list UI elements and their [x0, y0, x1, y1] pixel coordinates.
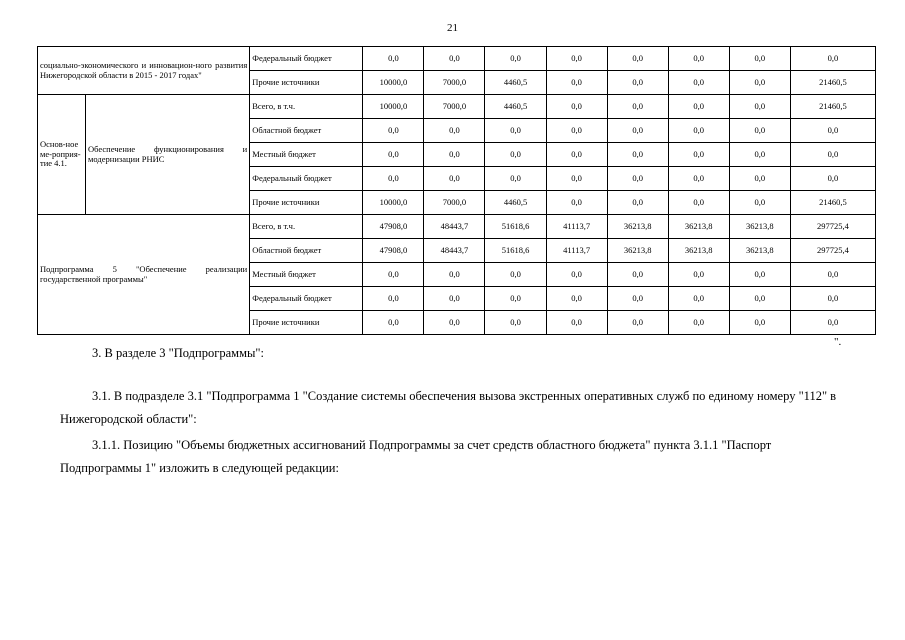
- value-cell: 0,0: [363, 311, 424, 335]
- funding-source: Местный бюджет: [250, 143, 363, 167]
- total-cell: 21460,5: [790, 71, 875, 95]
- value-cell: 7000,0: [424, 95, 485, 119]
- total-cell: 0,0: [790, 143, 875, 167]
- closing-quote: ".: [834, 336, 842, 348]
- value-cell: 0,0: [607, 95, 668, 119]
- value-cell: 0,0: [729, 167, 790, 191]
- value-cell: 0,0: [485, 47, 546, 71]
- total-cell: 0,0: [790, 263, 875, 287]
- value-cell: 0,0: [546, 119, 607, 143]
- value-cell: 0,0: [729, 47, 790, 71]
- value-cell: 0,0: [607, 263, 668, 287]
- value-cell: 0,0: [729, 263, 790, 287]
- value-cell: 0,0: [607, 167, 668, 191]
- funding-source: Прочие источники: [250, 71, 363, 95]
- value-cell: 36213,8: [607, 215, 668, 239]
- paragraph-section-3: 3. В разделе 3 "Подпрограммы":: [92, 346, 264, 360]
- total-cell: 0,0: [790, 167, 875, 191]
- value-cell: 36213,8: [668, 215, 729, 239]
- table-row: [38, 47, 876, 71]
- value-cell: 0,0: [607, 311, 668, 335]
- value-cell: 0,0: [668, 263, 729, 287]
- value-cell: 0,0: [668, 167, 729, 191]
- value-cell: 0,0: [607, 143, 668, 167]
- funding-source: Федеральный бюджет: [250, 47, 363, 71]
- value-cell: 41113,7: [546, 215, 607, 239]
- funding-source: Местный бюджет: [250, 263, 363, 287]
- total-cell: 297725,4: [790, 215, 875, 239]
- program-description: социально-экономического и инновацион-ного развития Нижегородской области в 2015 - 2017 годах": [38, 47, 250, 95]
- value-cell: 7000,0: [424, 71, 485, 95]
- total-cell: 297725,4: [790, 239, 875, 263]
- value-cell: 0,0: [424, 143, 485, 167]
- value-cell: 4460,5: [485, 71, 546, 95]
- value-cell: 7000,0: [424, 191, 485, 215]
- paragraph-item-3-1-1: 3.1.1. Позицию "Объемы бюджетных ассигнований Подпрограммы за счет средств областного бюджета" пункта 3.1.1 "Паспорт Подпрограммы 1" изложить в следующей редакции:: [60, 438, 772, 475]
- funding-source: Федеральный бюджет: [250, 167, 363, 191]
- value-cell: 0,0: [546, 287, 607, 311]
- value-cell: 0,0: [424, 167, 485, 191]
- value-cell: 0,0: [363, 167, 424, 191]
- value-cell: 0,0: [729, 191, 790, 215]
- value-cell: 51618,6: [485, 239, 546, 263]
- value-cell: 0,0: [485, 167, 546, 191]
- value-cell: 0,0: [668, 119, 729, 143]
- value-cell: 0,0: [424, 263, 485, 287]
- value-cell: 0,0: [485, 263, 546, 287]
- value-cell: 0,0: [729, 287, 790, 311]
- value-cell: 0,0: [363, 287, 424, 311]
- funding-source: Федеральный бюджет: [250, 287, 363, 311]
- value-cell: 0,0: [546, 143, 607, 167]
- value-cell: 0,0: [546, 191, 607, 215]
- value-cell: 36213,8: [729, 215, 790, 239]
- value-cell: 0,0: [546, 263, 607, 287]
- value-cell: 0,0: [546, 311, 607, 335]
- value-cell: 0,0: [424, 311, 485, 335]
- paragraph-subsection-3-1: 3.1. В подразделе 3.1 "Подпрограмма 1 "Создание системы обеспечения вызова экстренных оперативных служб по единому номеру "112" в Нижегородской области":: [60, 389, 837, 426]
- budget-table: [37, 46, 876, 335]
- value-cell: 48443,7: [424, 239, 485, 263]
- value-cell: 0,0: [424, 119, 485, 143]
- funding-source: Областной бюджет: [250, 119, 363, 143]
- value-cell: 4460,5: [485, 95, 546, 119]
- value-cell: 0,0: [424, 47, 485, 71]
- measure-description: Обеспечение функционирования и модернизации РНИС: [86, 95, 250, 215]
- value-cell: 0,0: [668, 47, 729, 71]
- subprogram-description: Подпрограмма 5 "Обеспечение реализации государственной программы": [38, 215, 250, 335]
- value-cell: 36213,8: [729, 239, 790, 263]
- funding-source: Областной бюджет: [250, 239, 363, 263]
- value-cell: 0,0: [485, 311, 546, 335]
- value-cell: 0,0: [546, 71, 607, 95]
- value-cell: 0,0: [668, 287, 729, 311]
- funding-source: Всего, в т.ч.: [250, 215, 363, 239]
- value-cell: 0,0: [668, 311, 729, 335]
- value-cell: 0,0: [546, 95, 607, 119]
- value-cell: 0,0: [607, 287, 668, 311]
- total-cell: 0,0: [790, 287, 875, 311]
- value-cell: 0,0: [363, 263, 424, 287]
- value-cell: 0,0: [485, 119, 546, 143]
- value-cell: 0,0: [546, 47, 607, 71]
- value-cell: 0,0: [607, 71, 668, 95]
- table-row: [38, 95, 876, 119]
- total-cell: 0,0: [790, 47, 875, 71]
- value-cell: 0,0: [546, 167, 607, 191]
- value-cell: 0,0: [668, 71, 729, 95]
- value-cell: 10000,0: [363, 71, 424, 95]
- funding-source: Всего, в т.ч.: [250, 95, 363, 119]
- value-cell: 48443,7: [424, 215, 485, 239]
- value-cell: 0,0: [729, 143, 790, 167]
- value-cell: 47908,0: [363, 215, 424, 239]
- value-cell: 0,0: [485, 143, 546, 167]
- total-cell: 21460,5: [790, 191, 875, 215]
- funding-source: Прочие источники: [250, 191, 363, 215]
- value-cell: 36213,8: [668, 239, 729, 263]
- value-cell: 0,0: [363, 47, 424, 71]
- value-cell: 10000,0: [363, 95, 424, 119]
- value-cell: 0,0: [607, 47, 668, 71]
- value-cell: 10000,0: [363, 191, 424, 215]
- value-cell: 0,0: [729, 95, 790, 119]
- value-cell: 0,0: [729, 119, 790, 143]
- total-cell: 0,0: [790, 119, 875, 143]
- value-cell: 0,0: [668, 191, 729, 215]
- value-cell: 0,0: [729, 311, 790, 335]
- value-cell: 0,0: [668, 95, 729, 119]
- value-cell: 0,0: [363, 143, 424, 167]
- value-cell: 0,0: [607, 119, 668, 143]
- value-cell: 0,0: [729, 71, 790, 95]
- value-cell: 0,0: [607, 191, 668, 215]
- value-cell: 0,0: [668, 143, 729, 167]
- value-cell: 36213,8: [607, 239, 668, 263]
- value-cell: 41113,7: [546, 239, 607, 263]
- funding-source: Прочие источники: [250, 311, 363, 335]
- table-row: [38, 215, 876, 239]
- value-cell: 0,0: [363, 119, 424, 143]
- value-cell: 47908,0: [363, 239, 424, 263]
- value-cell: 4460,5: [485, 191, 546, 215]
- value-cell: 0,0: [424, 287, 485, 311]
- value-cell: 0,0: [485, 287, 546, 311]
- value-cell: 51618,6: [485, 215, 546, 239]
- total-cell: 0,0: [790, 311, 875, 335]
- page-number: 21: [447, 22, 458, 34]
- total-cell: 21460,5: [790, 95, 875, 119]
- measure-label: Основ-ное ме-роприя-тие 4.1.: [38, 95, 86, 215]
